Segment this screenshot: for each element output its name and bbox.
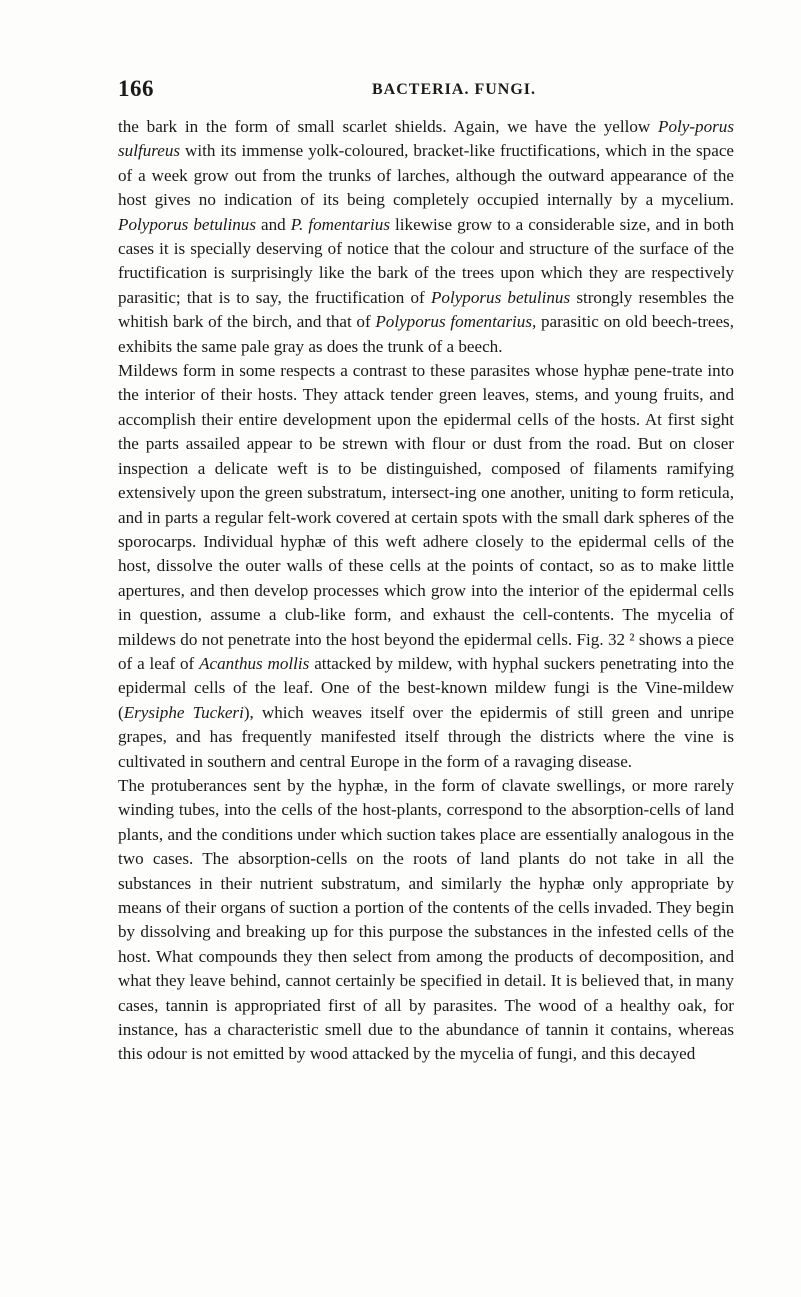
- text-run: parasitic on old beech-trees, exhibits the same pale gray as does the trunk of a beech.: [118, 312, 734, 356]
- taxon-name: Polyporus betulinus: [430, 287, 571, 307]
- text-run: Mildews form in some respects a contrast to these parasites whose hyphæ pene-trate into the interior of their hosts. They attack tender green leaves, stems, and young fruits, and accomplish their entire development upon the epidermal cells of the hosts. At first sight the parts assailed appear to be strewn with flour or dust from the road. But on closer inspection a delicate weft is to be distinguished, composed of filaments ramifying extensively upon the green substratum, intersect-ing one another, uniting to form reticula, and in parts a regular felt-work covered at certain spots with the small dark spheres of the sporocarps. Individual hyphæ of this weft adhere closely to the epidermal cells of the host, dissolve the outer walls of these cells at the points of contact, so as to make little apertures, and then develop processes which grow into the interior of the epidermal cells in question, assume a club-like form, and exhaust the cell-contents. The mycelia of mildews do not penetrate into the host beyond the epidermal cells. Fig. 32 ² shows a piece of a leaf of: [118, 361, 734, 673]
- page-number: 166: [118, 76, 154, 101]
- running-head: BACTERIA. FUNGI.: [372, 81, 537, 98]
- text-run: The protuberances sent by the hyphæ, in the form of clavate swellings, or more rarely winding tubes, into the cells of the host-plants, correspond to the absorption-cells of land plants, and the conditions under which suction takes place are essentially analogous in the two cases. The absorption-cells on the roots of land plants do not take in all the substances in their nutrient substratum, and similarly the hyphæ only appropriate by means of their organs of suction a portion of the contents of the cells invaded. They begin by dissolving and breaking up for this purpose the substances in the infested cells of the host. What compounds they then select from among the products of decomposition, and what they leave behind, cannot certainly be specified in detail. It is believed that, in many cases, tannin is appropriated first of all by parasites. The wood of a healthy oak, for instance, has a characteristic smell due to the abundance of tannin it contains, whereas this odour is not emitted by wood attacked by the mycelia of fungi, and this decayed: [118, 775, 734, 1064]
- paragraph: [118, 774, 734, 1067]
- text-run: likewise grow to a considerable size, and in both cases it is specially deserving of notice that the colour and structure of the surface of the fructification is surprisingly like the bark of the trees upon which they are respectively parasitic; that is to say, the fructification of: [118, 214, 734, 307]
- paragraph: [118, 359, 734, 774]
- taxon-name: P. fomentarius: [290, 214, 391, 234]
- taxon-name: Poly-porus sulfureus: [118, 117, 734, 161]
- text-run: with its immense yolk-coloured, bracket-like fructifications, which in the space of a week grow out from the trunks of larches, although the outward appearance of the host gives no indication of its being completely occupied internally by a mycelium.: [118, 141, 734, 210]
- body-text: [118, 115, 734, 1067]
- paragraph: [118, 115, 734, 359]
- taxon-name: Polyporus betulinus: [118, 214, 256, 234]
- text-run: ), which weaves itself over the epidermis of still green and unripe grapes, and has frequently manifested itself through the districts where the vine is cultivated in southern and central Europe in the form of a ravaging disease.: [118, 702, 735, 771]
- taxon-name: Polyporus fomentarius,: [375, 312, 537, 332]
- taxon-name: Erysiphe Tuckeri: [123, 702, 244, 722]
- text-run: the bark in the form of small scarlet shields. Again, we have the yellow: [118, 117, 659, 136]
- taxon-name: Acanthus mollis: [199, 653, 310, 673]
- page-header: [118, 76, 734, 100]
- text-run: and: [256, 214, 291, 234]
- text-run: strongly resembles the whitish bark of the birch, and that of: [118, 287, 734, 332]
- text-run: attacked by mildew, with hyphal suckers penetrating into the epidermal cells of the leaf. One of the best-known mildew fungi is the Vine-mildew (: [118, 653, 734, 722]
